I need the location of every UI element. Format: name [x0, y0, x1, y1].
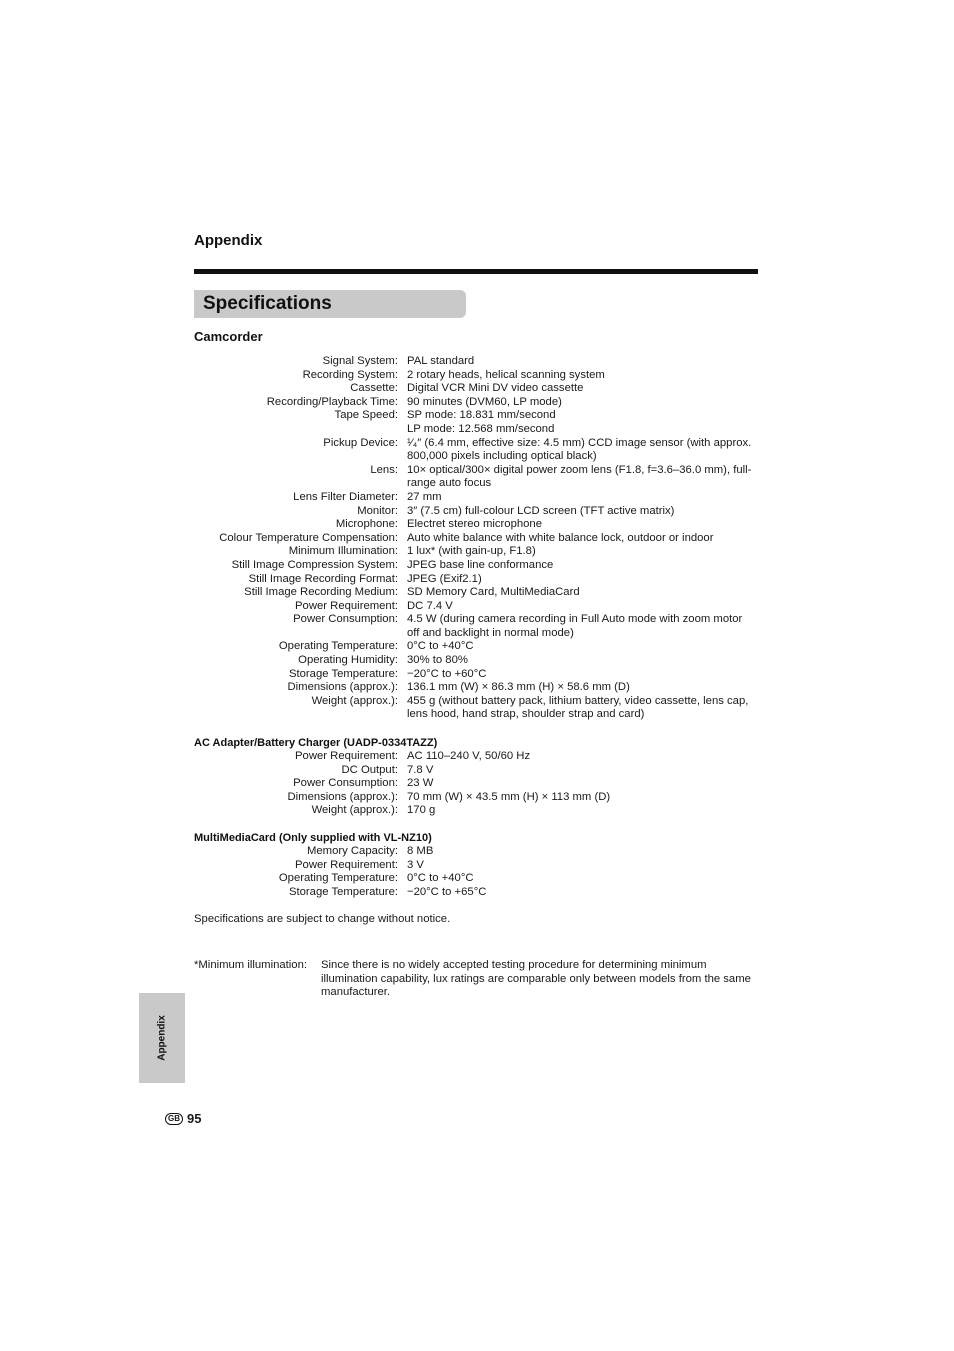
spec-label: Monitor: — [357, 504, 398, 517]
spec-value: 0°C to +40°C — [407, 640, 474, 653]
spec-value: 0°C to +40°C — [407, 872, 474, 885]
spec-value: 136.1 mm (W) × 86.3 mm (H) × 58.6 mm (D) — [407, 681, 630, 694]
spec-value: 27 mm — [407, 490, 442, 503]
spec-row — [0, 464, 954, 491]
side-tab-label: Appendix — [156, 1015, 168, 1061]
spec-label: Operating Temperature: — [278, 872, 398, 885]
spec-value: −20°C to +65°C — [407, 885, 487, 898]
spec-label: Power Requirement: — [295, 750, 398, 762]
spec-label: DC Output: — [341, 763, 398, 776]
spec-value: LP mode: 12.568 mm/second — [407, 422, 555, 435]
spec-row — [0, 437, 954, 464]
spec-value: −20°C to +60°C — [407, 667, 487, 680]
adapter-specs — [0, 750, 954, 818]
spec-row — [0, 545, 954, 559]
spec-label: Still Image Recording Medium: — [244, 586, 398, 599]
spec-row — [0, 681, 954, 695]
page-title: Specifications — [203, 293, 332, 314]
spec-label: Weight (approx.): — [311, 694, 398, 707]
spec-label: Recording System: — [302, 368, 398, 381]
spec-value: 30% to 80% — [407, 654, 468, 667]
spec-row — [0, 382, 954, 396]
spec-label: Cassette: — [350, 382, 398, 395]
spec-value: 70 mm (W) × 43.5 mm (H) × 113 mm (D) — [407, 790, 611, 803]
spec-row — [0, 750, 954, 764]
spec-label: Minimum Illumination: — [288, 545, 398, 558]
spec-value: 170 g — [407, 804, 436, 817]
spec-row — [0, 777, 954, 791]
spec-value: JPEG base line conformance — [407, 558, 554, 571]
spec-row — [0, 654, 954, 668]
footnote-label: *Minimum illumination: — [194, 959, 308, 971]
spec-value: AC 110–240 V, 50/60 Hz — [407, 750, 531, 762]
spec-value: 10× optical/300× digital power zoom lens (F1.8, f=3.6–36.0 mm), full-range auto focus — [407, 463, 752, 490]
spec-value: 2 rotary heads, helical scanning system — [407, 368, 605, 381]
spec-label: Power Requirement: — [295, 599, 398, 612]
spec-row — [0, 668, 954, 682]
mmc-heading: MultiMediaCard (Only supplied with VL-NZ10) — [194, 832, 432, 844]
spec-row — [0, 695, 954, 722]
spec-value: 23 W — [407, 777, 434, 790]
spec-row — [0, 573, 954, 587]
spec-row — [0, 491, 954, 505]
spec-row — [0, 505, 954, 519]
header-rule — [194, 269, 758, 274]
camcorder-specs — [0, 355, 954, 722]
spec-value: 3″ (7.5 cm) full-colour LCD screen (TFT active matrix) — [407, 504, 675, 517]
spec-row — [0, 859, 954, 873]
spec-row — [0, 423, 954, 437]
spec-row — [0, 586, 954, 600]
spec-label: Power Consumption: — [293, 777, 398, 790]
spec-value: 4.5 W (during camera recording in Full Auto mode with zoom motor off and backlight in normal mode) — [407, 613, 743, 639]
footnote-text: Since there is no widely accepted testing procedure for determining minimum illumination capability, lux ratings are comparable only between models from the same manufacturer. — [321, 959, 751, 999]
spec-label: Lens Filter Diameter: — [293, 490, 398, 503]
spec-value: Digital VCR Mini DV video cassette — [407, 382, 584, 395]
spec-row — [0, 532, 954, 546]
page-number-text: 95 — [187, 1111, 202, 1126]
spec-value: SD Memory Card, MultiMediaCard — [407, 586, 580, 599]
spec-row — [0, 613, 954, 640]
spec-label: Signal System: — [322, 355, 398, 367]
spec-value: 7.8 V — [407, 763, 434, 776]
camcorder-heading: Camcorder — [194, 329, 263, 344]
title-box — [194, 290, 466, 318]
spec-row — [0, 396, 954, 410]
spec-value: ¹⁄₄″ (6.4 mm, effective size: 4.5 mm) CCD image sensor (with approx. 800,000 pixels including optical black) — [407, 436, 752, 463]
spec-value: 3 V — [407, 858, 424, 871]
spec-label: Lens: — [370, 463, 398, 476]
spec-row — [0, 791, 954, 805]
page-number — [165, 1111, 201, 1126]
mmc-specs — [0, 845, 954, 899]
adapter-heading: AC Adapter/Battery Charger (UADP-0334TAZZ) — [194, 737, 438, 749]
spec-label: Colour Temperature Compensation: — [219, 531, 398, 544]
spec-label: Storage Temperature: — [288, 885, 398, 898]
spec-row — [0, 409, 954, 423]
spec-label: Memory Capacity: — [306, 845, 398, 857]
section-label: Appendix — [194, 232, 263, 249]
spec-label: Dimensions (approx.): — [287, 681, 398, 694]
spec-row — [0, 845, 954, 859]
spec-value: SP mode: 18.831 mm/second — [407, 409, 556, 422]
spec-label: Dimensions (approx.): — [287, 790, 398, 803]
spec-value: JPEG (Exif2.1) — [407, 572, 482, 585]
spec-label: Still Image Compression System: — [231, 558, 398, 571]
spec-value: 90 minutes (DVM60, LP mode) — [407, 395, 562, 408]
spec-row — [0, 886, 954, 900]
change-notice: Specifications are subject to change without notice. — [194, 913, 451, 925]
spec-label: Power Requirement: — [295, 858, 398, 871]
spec-label: Operating Temperature: — [278, 640, 398, 653]
spec-label: Storage Temperature: — [288, 667, 398, 680]
spec-row — [0, 559, 954, 573]
spec-label: Tape Speed: — [334, 409, 398, 422]
spec-value: 1 lux* (with gain-up, F1.8) — [407, 545, 536, 558]
spec-label: Recording/Playback Time: — [266, 395, 398, 408]
spec-value: Electret stereo microphone — [407, 518, 542, 531]
spec-label: Microphone: — [335, 518, 398, 531]
gb-badge-icon: GB — [165, 1113, 183, 1125]
spec-row — [0, 764, 954, 778]
spec-value: DC 7.4 V — [407, 599, 453, 612]
spec-label: Power Consumption: — [293, 613, 398, 626]
spec-row — [0, 518, 954, 532]
spec-row — [0, 804, 954, 818]
spec-row — [0, 640, 954, 654]
spec-row — [0, 872, 954, 886]
spec-label: Pickup Device: — [323, 436, 398, 449]
spec-label: Operating Humidity: — [298, 654, 398, 667]
side-tab — [139, 993, 185, 1083]
spec-row — [0, 369, 954, 383]
spec-value: PAL standard — [407, 355, 475, 367]
spec-row — [0, 600, 954, 614]
spec-row — [0, 355, 954, 369]
spec-label: Still Image Recording Format: — [248, 572, 398, 585]
spec-value: 455 g (without battery pack, lithium battery, video cassette, lens cap, lens hood, hand strap, shoulder strap and card) — [407, 694, 749, 721]
spec-value: 8 MB — [407, 845, 434, 857]
footnote — [194, 959, 758, 1000]
spec-label: Weight (approx.): — [311, 804, 398, 817]
spec-value: Auto white balance with white balance lock, outdoor or indoor — [407, 531, 714, 544]
